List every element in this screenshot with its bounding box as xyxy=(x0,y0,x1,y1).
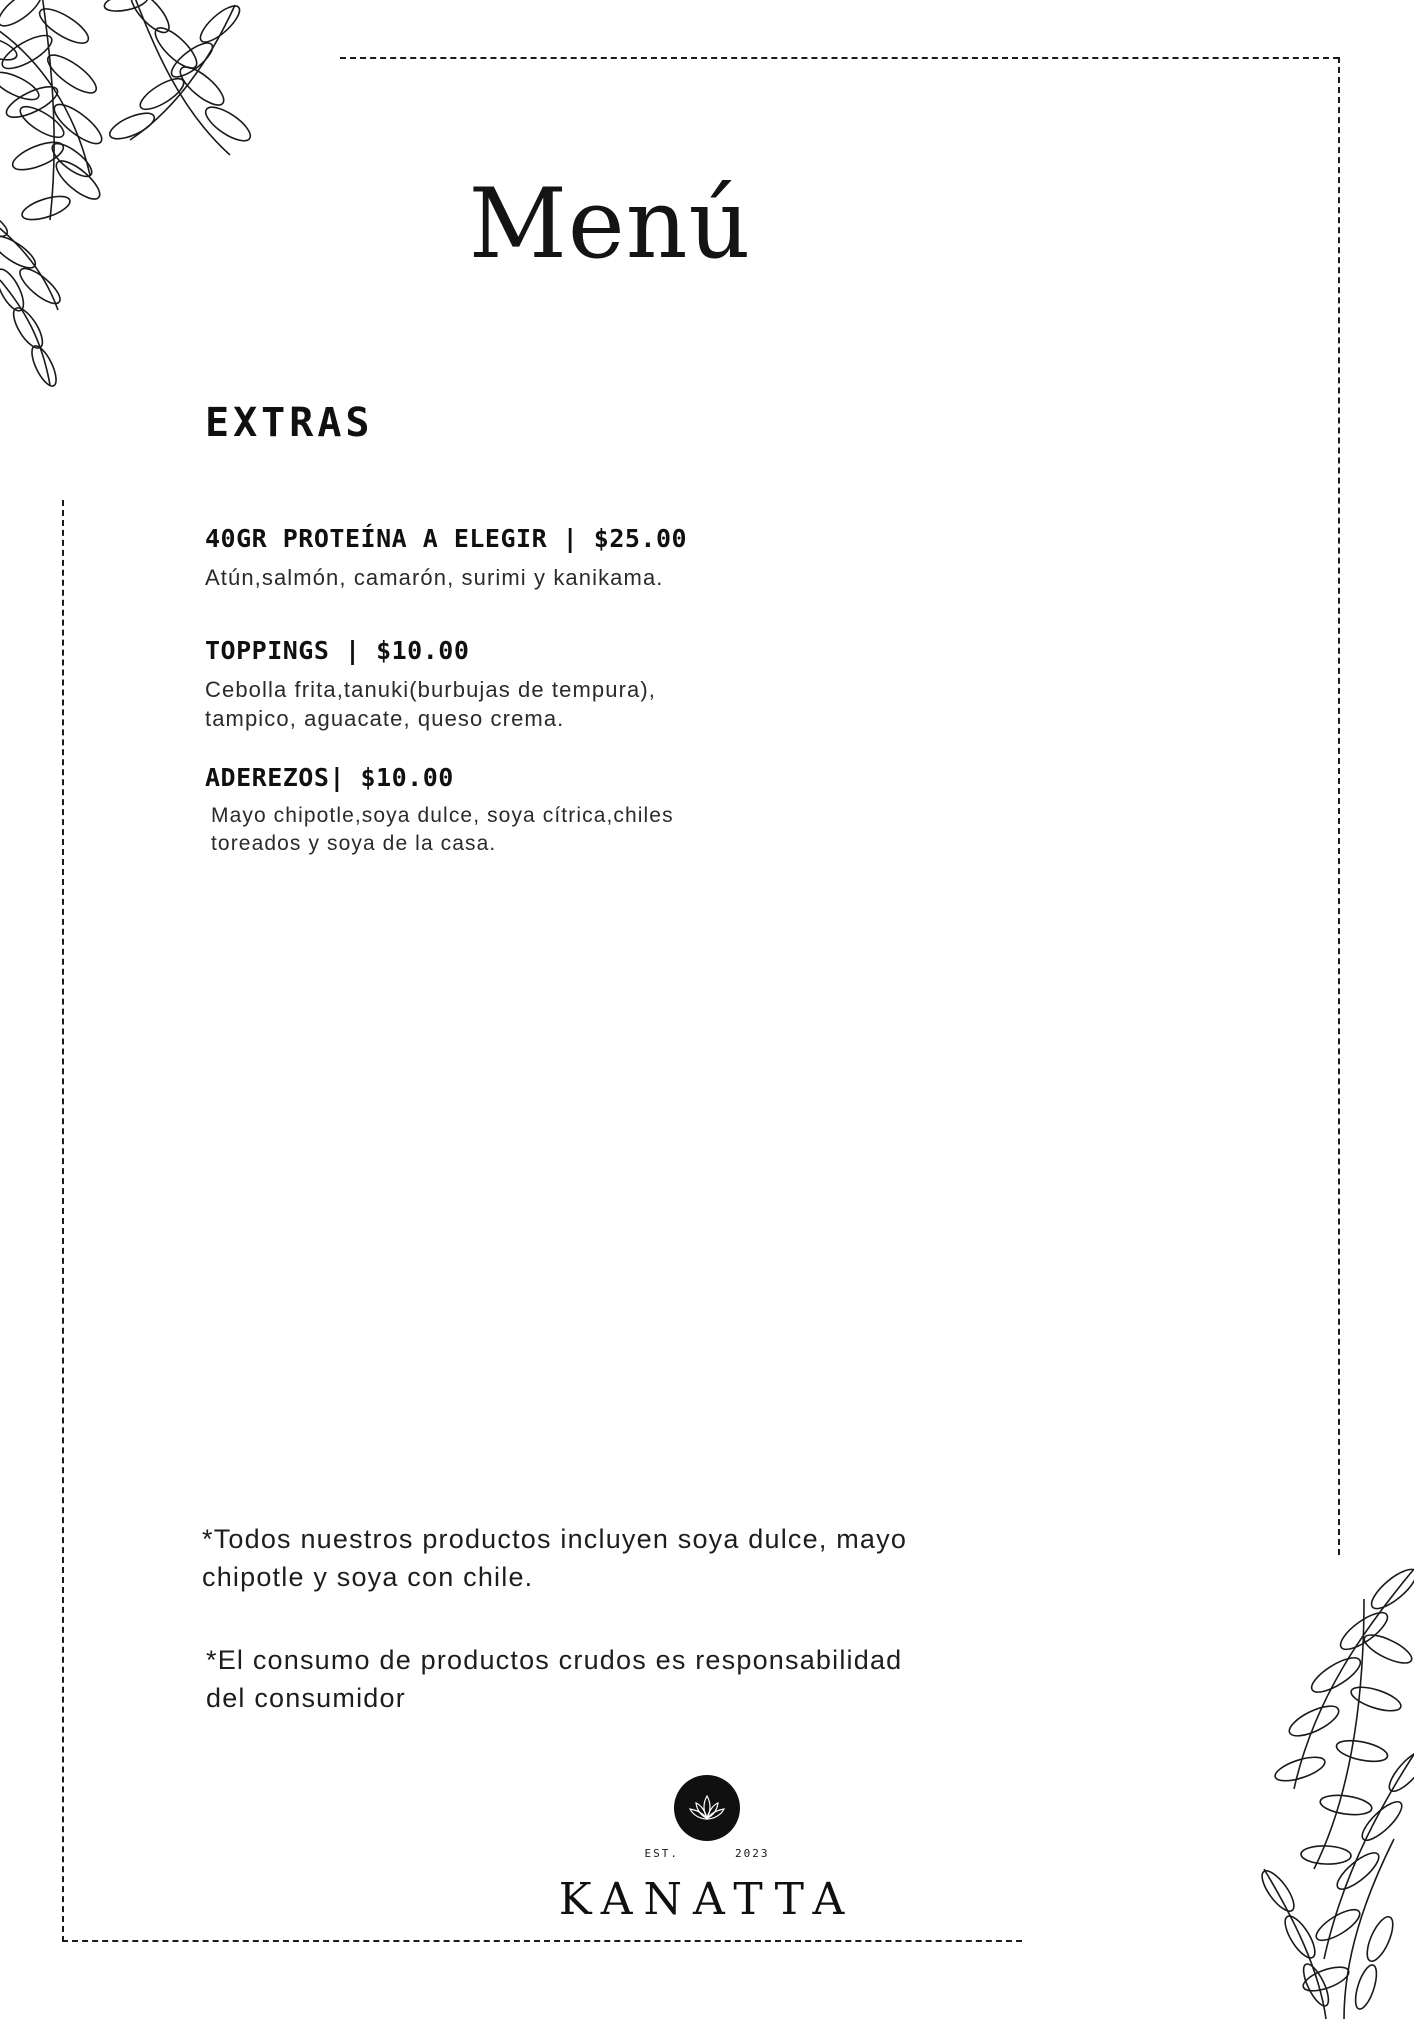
frame-border-right xyxy=(1338,57,1340,1555)
brand-name: KANATTA xyxy=(558,1874,856,1925)
frame-border-bottom xyxy=(62,1940,1022,1942)
menu-item-list xyxy=(205,524,825,884)
footnote: *Todos nuestros productos incluyen soya dulce, mayo chipotle y soya con chile. xyxy=(202,1524,908,1593)
footnote: *El consumo de productos crudos es responsabilidad del consumidor xyxy=(206,1644,903,1713)
menu-item-description: Mayo chipotle,soya dulce, soya cítrica,chiles toreados y soya de la casa. xyxy=(211,804,674,855)
established-label xyxy=(0,1847,1414,1860)
menu-item xyxy=(205,763,825,857)
menu-item-description: Cebolla frita,tanuki(burbujas de tempura), tampico, aguacate, queso crema. xyxy=(205,677,656,732)
menu-item xyxy=(205,636,825,733)
section-heading-extras: EXTRAS xyxy=(205,400,374,446)
menu-item-heading: 40GR PROTEÍNA A ELEGIR | $25.00 xyxy=(205,524,688,553)
menu-item xyxy=(205,524,825,592)
lotus-icon xyxy=(674,1775,740,1841)
frame-border-top xyxy=(340,57,1339,59)
menu-item-heading: TOPPINGS | $10.00 xyxy=(205,636,470,666)
established-year: 2023 xyxy=(735,1847,770,1860)
frame-border-left xyxy=(62,500,64,1942)
page-title: Menú xyxy=(468,168,752,280)
footnotes xyxy=(202,1520,942,1717)
menu-item-description: Atún,salmón, camarón, surimi y kanikama. xyxy=(205,565,664,590)
established-text: EST. xyxy=(644,1847,679,1860)
brand-footer xyxy=(0,1775,1414,1925)
menu-item-heading: ADEREZOS| $10.00 xyxy=(205,763,454,793)
